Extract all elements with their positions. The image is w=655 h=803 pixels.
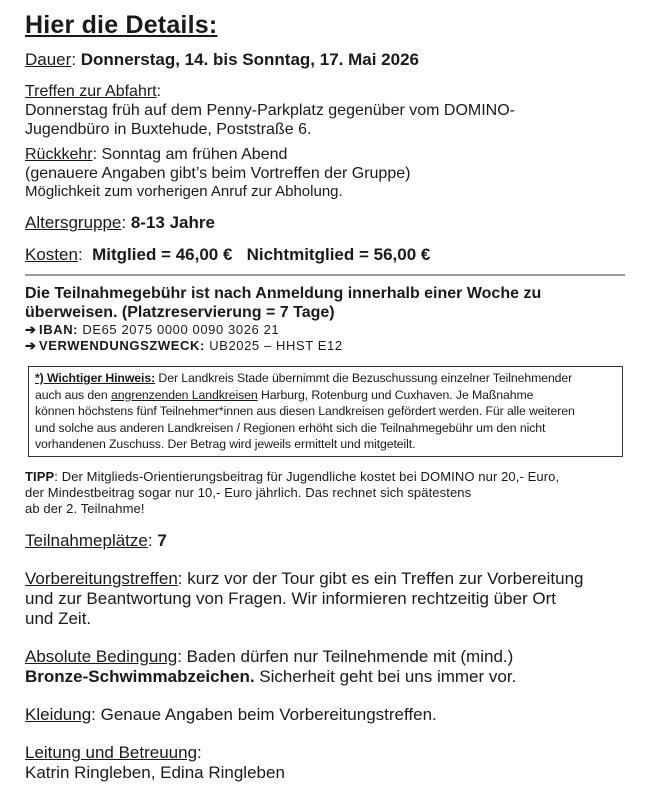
arrow-right-icon: ➔ xyxy=(25,322,37,337)
hinweis-line3: können höchstens fünf Teilnehmer*innen aus diesen Landkreisen gefördert werden. Für alle weiteren xyxy=(35,404,575,418)
rueckkehr-section: Rückkehr: Sonntag am frühen Abend (genauere Angaben gibt’s beim Vortreffen der Gruppe) Möglichkeit zum vorherigen Anruf zur Abholung. xyxy=(25,145,630,201)
rueckkehr-value: Sonntag am frühen Abend xyxy=(101,146,288,163)
zweck-value: UB2025 – HHST E12 xyxy=(209,338,343,353)
treffen-line1: Donnerstag früh auf dem Penny-Parkplatz gegenüber vom DOMINO- xyxy=(25,102,516,119)
iban-label: IBAN: xyxy=(39,322,79,337)
kleidung-row xyxy=(25,705,630,725)
treffen-line2: Jugendbüro in Buxtehude, Poststraße 6. xyxy=(25,121,312,138)
kosten-row: Kosten: Mitglied = 46,00 € Nichtmitglied = 56,00 € xyxy=(25,245,431,264)
hinweis-line1: Der Landkreis Stade übernimmt die Bezuschussung einzelner Teilnehmender xyxy=(158,371,573,385)
hinweis-line2b: Harburg, Rotenburg und Cuxhaven. Je Maßnahme xyxy=(260,387,534,402)
hinweis-line5: vorhandenen Zuschuss. Der Betrag wird jeweils ermittelt und mitgeteilt. xyxy=(35,437,416,451)
kleidung-value: : Genaue Angaben beim Vorbereitungstreffen. xyxy=(91,704,437,724)
leitung-label: Leitung und Betreuung xyxy=(25,742,198,762)
plaetze-label: Teilnahmeplätze xyxy=(25,530,148,550)
iban-row xyxy=(25,322,630,338)
hinweis-label: *) Wichtiger Hinweis: xyxy=(35,371,156,385)
document xyxy=(25,10,630,783)
plaetze-value: 7 xyxy=(157,530,167,550)
hinweis-box xyxy=(28,366,623,457)
kleidung-label: Kleidung xyxy=(25,704,92,724)
bedingung-label: Absolute Bedingung xyxy=(25,646,178,666)
vorbereitung-line2: und zur Beantwortung von Fragen. Wir informieren rechtzeitig über Ort xyxy=(25,588,557,608)
tipp-label: TIPP xyxy=(25,468,55,484)
rueckkehr-line3: Möglichkeit zum vorherigen Anruf zur Abholung. xyxy=(25,183,343,200)
altersgruppe-value: 8-13 Jahre xyxy=(130,213,215,232)
treffen-label: Treffen zur Abfahrt xyxy=(25,83,157,100)
tipp-line1: : Der Mitglieds-Orientierungsbeitrag für Jugendliche kostet bei DOMINO nur 20,- Euro, xyxy=(54,468,560,484)
leitung-value: Katrin Ringleben, Edina Ringleben xyxy=(25,762,285,782)
hinweis-line4: und solche aus anderen Landkreisen / Regionen erhöht sich die Teilnahmegebühr um den nicht xyxy=(35,420,546,435)
bedingung-bold: Bronze-Schwimmabzeichen. xyxy=(25,666,255,686)
vorbereitung-section xyxy=(25,569,630,629)
rueckkehr-label: Rückkehr xyxy=(25,146,93,163)
zahlung-text xyxy=(25,284,630,322)
kosten-label: Kosten xyxy=(25,245,78,264)
zahlung-line1: Die Teilnahmegebühr ist nach Anmeldung innerhalb einer Woche zu xyxy=(25,285,542,302)
tipp-line2: der Mindestbeitrag sogar nur 10,- Euro jährlich. Das rechnet sich spätestens xyxy=(25,484,472,500)
hinweis-line2a: auch aus den xyxy=(35,387,108,402)
vorbereitung-line1: : kurz vor der Tour gibt es ein Treffen zur Vorbereitung xyxy=(177,568,584,588)
vorbereitung-line3: und Zeit. xyxy=(25,608,92,628)
treffen-section: Treffen zur Abfahrt: Donnerstag früh auf dem Penny-Parkplatz gegenüber vom DOMINO- Jugendbüro in Buxtehude, Poststraße 6. xyxy=(25,82,630,139)
dauer-value: Donnerstag, 14. bis Sonntag, 17. Mai 2026 xyxy=(80,50,419,69)
kosten-mitglied: Mitglied = 46,00 € xyxy=(92,245,233,264)
zahlung-line2: überweisen. (Platzreservierung = 7 Tage) xyxy=(25,304,335,321)
leitung-section: Leitung und Betreuung: Katrin Ringleben, Edina Ringleben xyxy=(25,743,630,783)
hinweis-line2u: angrenzenden Landkreisen xyxy=(110,387,258,402)
tipp-section xyxy=(25,469,630,517)
dauer-label: Dauer xyxy=(25,50,72,69)
altersgruppe-row: Altersgruppe: 8-13 Jahre xyxy=(25,213,215,232)
kosten-nichtmitglied: Nichtmitglied = 56,00 € xyxy=(246,245,431,264)
plaetze-row: Teilnahmeplätze: 7 xyxy=(25,530,167,550)
zweck-row xyxy=(25,338,630,354)
arrow-right-icon: ➔ xyxy=(25,338,37,353)
dauer-row: Dauer: Donnerstag, 14. bis Sonntag, 17. Mai 2026 xyxy=(25,50,419,69)
vorbereitung-label: Vorbereitungstreffen xyxy=(25,568,178,588)
altersgruppe-label: Altersgruppe xyxy=(25,213,122,232)
iban-value: DE65 2075 0000 0090 3026 21 xyxy=(82,322,280,337)
bedingung-section xyxy=(25,647,630,687)
tipp-line3: ab der 2. Teilnahme! xyxy=(25,500,145,516)
zweck-label: VERWENDUNGSZWECK: xyxy=(39,338,205,353)
bedingung-rest: Sicherheit geht bei uns immer vor. xyxy=(254,666,517,686)
page-title: Hier die Details: xyxy=(25,11,218,39)
bedingung-line1: : Baden dürfen nur Teilnehmende mit (mind.) xyxy=(177,646,514,666)
rueckkehr-line2: (genauere Angaben gibt’s beim Vortreffen der Gruppe) xyxy=(25,165,411,182)
